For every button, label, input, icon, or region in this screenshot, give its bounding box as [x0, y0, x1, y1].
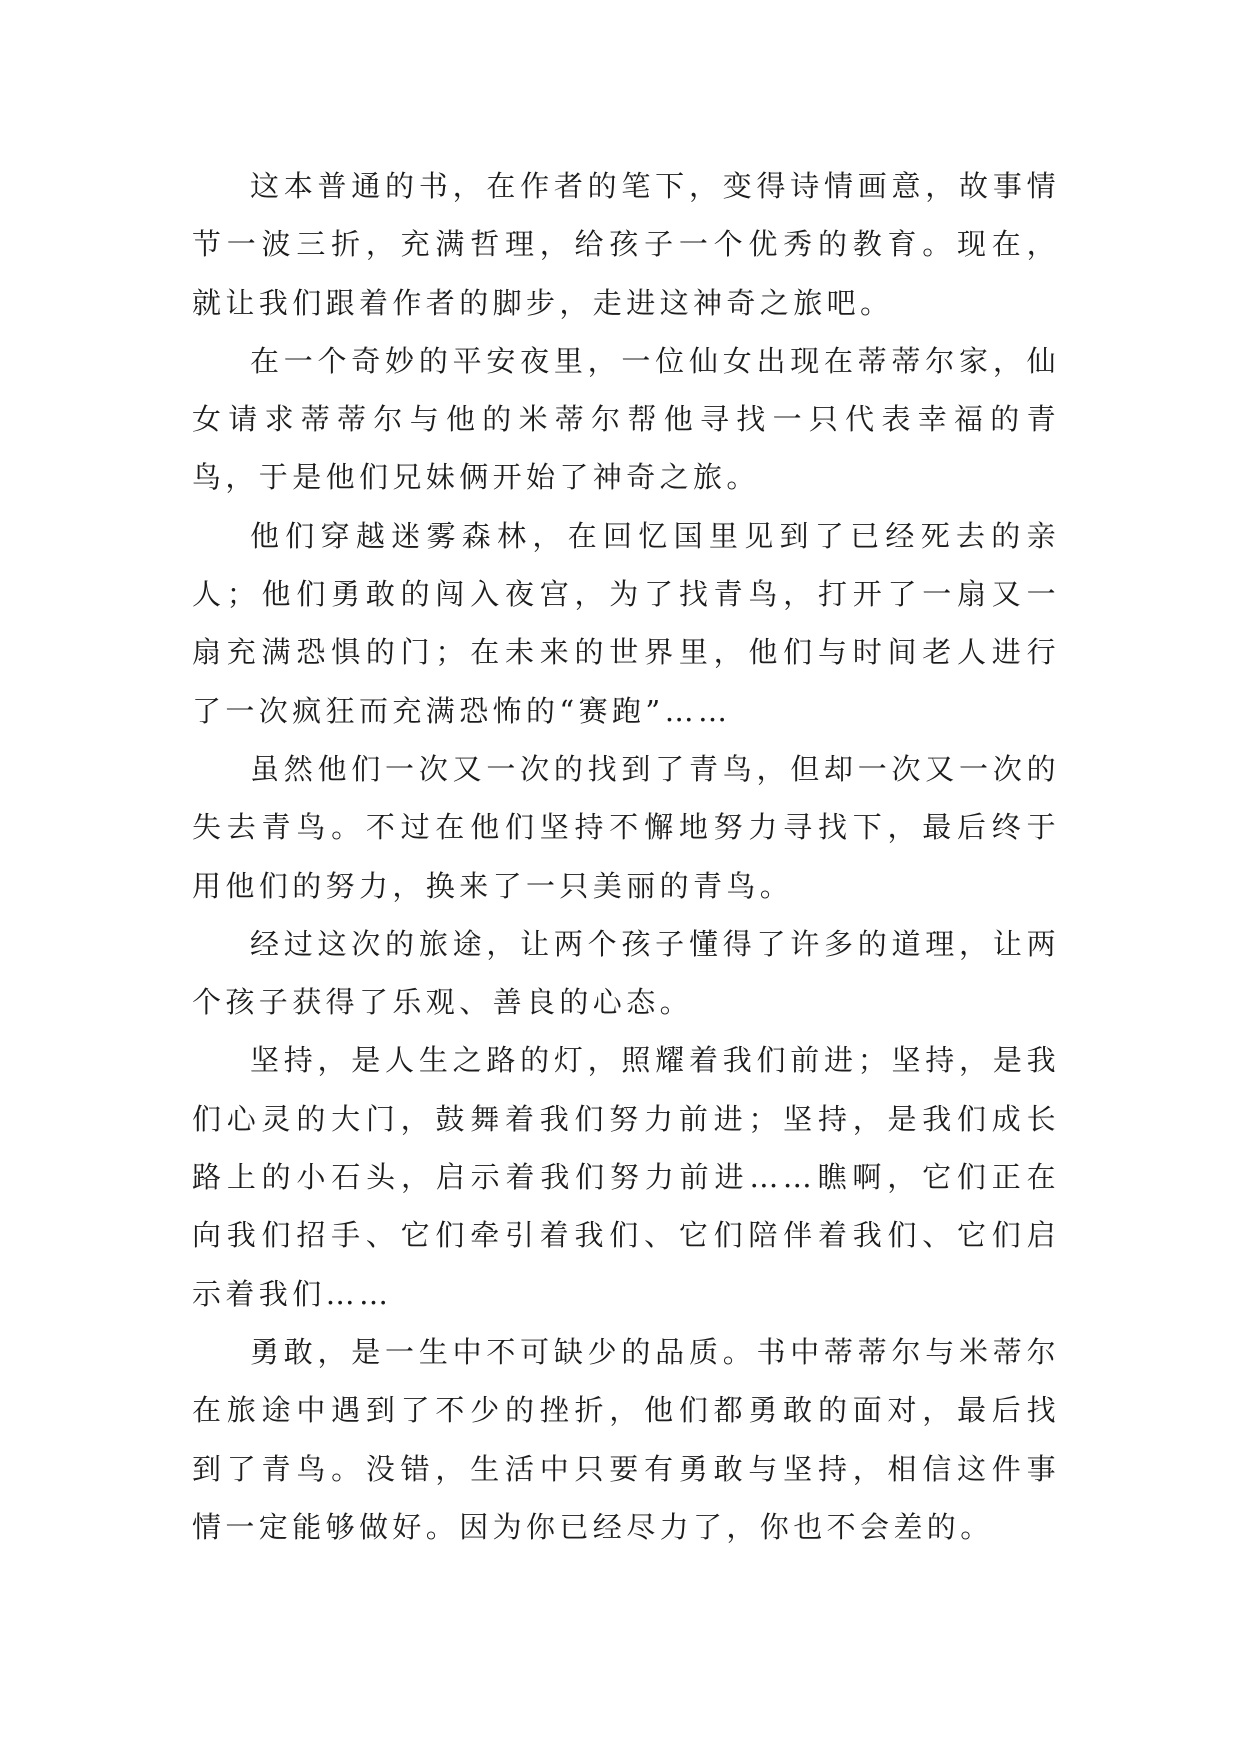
- paragraph-4: 虽然他们一次又一次的找到了青鸟，但却一次又一次的失去青鸟。不过在他们坚持不懈地努力寻找下，最后终于用他们的努力，换来了一只美丽的青鸟。: [192, 751, 1060, 903]
- paragraph-1: 这本普通的书，在作者的笔下，变得诗情画意，故事情节一波三折，充满哲理，给孩子一个优秀的教育。现在，就让我们跟着作者的脚步，走进这神奇之旅吧。: [192, 169, 1060, 320]
- paragraph-5: 经过这次的旅途，让两个孩子懂得了许多的道理，让两个孩子获得了乐观、善良的心态。: [192, 926, 1060, 1020]
- paragraph-3: 他们穿越迷雾森林，在回忆国里见到了已经死去的亲人；他们勇敢的闯入夜宫，为了找青鸟，打开了一扇又一扇充满恐惧的门；在未来的世界里，他们与时间老人进行了一次疯狂而充满恐怖的“赛跑”……: [192, 518, 1060, 728]
- paragraph-2: 在一个奇妙的平安夜里，一位仙女出现在蒂蒂尔家，仙女请求蒂蒂尔与他的米蒂尔帮他寻找一只代表幸福的青鸟，于是他们兄妹俩开始了神奇之旅。: [192, 343, 1060, 495]
- paragraph-6: 坚持，是人生之路的灯，照耀着我们前进；坚持，是我们心灵的大门，鼓舞着我们努力前进；坚持，是我们成长路上的小石头，启示着我们努力前进……瞧啊，它们正在向我们招手、它们牵引着我们、它们陪伴着我们、它们启示着我们……: [192, 1043, 1060, 1311]
- document-body: [192, 157, 1060, 1556]
- paragraph-7: 勇敢，是一生中不可缺少的品质。书中蒂蒂尔与米蒂尔在旅途中遇到了不少的挫折，他们都勇敢的面对，最后找到了青鸟。没错，生活中只要有勇敢与坚持，相信这件事情一定能够做好。因为你已经尽力了，你也不会差的。: [192, 1334, 1060, 1544]
